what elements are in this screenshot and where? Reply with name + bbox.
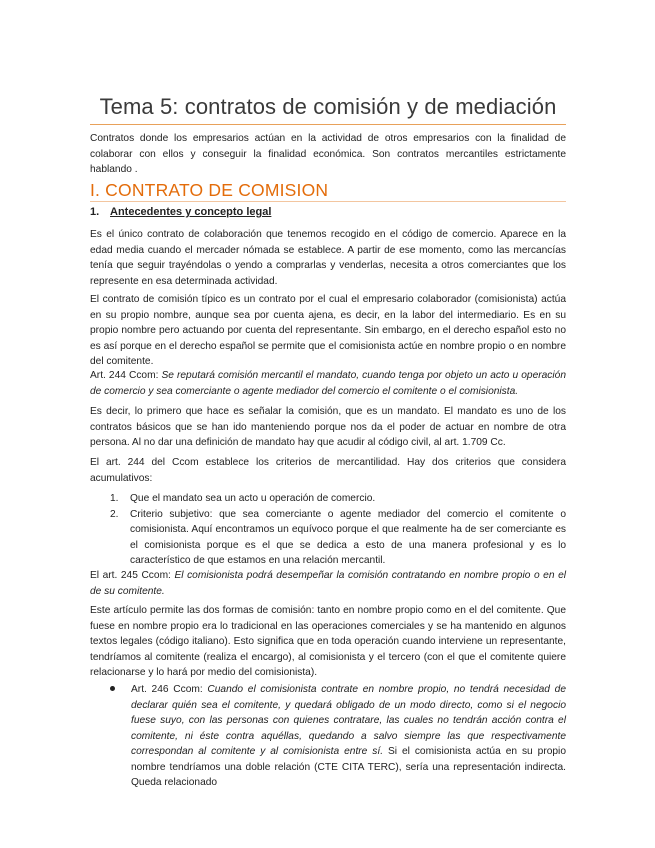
- paragraph-mandate: Es decir, lo primero que hace es señalar la comisión, que es un mandato. El mandato es uno de los contratos básicos que se han ido manteniendo porque nos da el poder de actuar en nombre de otra persona. Al no dar una definición de mandato hay que acudir al código civil, al art. 1.709 Cc.: [90, 406, 566, 448]
- intro-paragraph: Contratos donde los empresarios actúan en la actividad de otros empresarios con la finalidad de colaborar con ellos y conseguir la finalidad económica. Son contratos mercantiles estrictamente hablando .: [90, 133, 566, 175]
- article-245-paragraph: [90, 568, 566, 599]
- paragraph-definition: El contrato de comisión típico es un contrato por el cual el empresario colaborador (comisionista) actúa en su propio nombre, aunque sea por cuenta ajena, es decir, en la labor del intermediario. Es en su propio nombre pero actuando por cuenta del representante. Sin embargo, en el derecho español esto no es así porque en el derecho español se permite que el comisionista actúe en nombre propio o en nombre del comitente.: [90, 294, 566, 367]
- subsection-heading: [90, 206, 271, 218]
- paragraph-forms: Este artículo permite las dos formas de comisión: tanto en nombre propio como en el del comitente. Que fuese en nombre propio era lo tradicional en las operaciones comerciales y se ha mantenido en algunos textos legales (código italiano). Esto significa que en toda operación cuando interviene un representante, tendríamos al comitente (realiza el encargo), al comisionista y el tercero (con el que el comitente quiere relacionarse y lo hará por medio del comisionista).: [90, 605, 566, 678]
- article-246-bullet: [110, 682, 566, 791]
- criteria-item: 1. Que el mandato sea un acto u operación de comercio.: [110, 493, 376, 504]
- section-heading: I. CONTRATO DE COMISION: [90, 180, 329, 200]
- criteria-list: [110, 491, 566, 569]
- criteria-item: 2. Criterio subjetivo: que sea comerciante o agente mediador del comercio el comitente o comisionista. Aquí encontramos un equívoco porque el que realmente ha de ser comerciante es el comisionista porque es el que se dedica a esto de una manera profesional y es lo característico de que estamos en una relación mercantil.: [110, 508, 566, 566]
- article-246-text: Cuando el comisionista contrate en nombre propio, no tendrá necesidad de declarar quién sea el comitente, y quedará obligado de un modo directo, como si el negocio fuese suyo, con las personas con quienes contratare, las cuales no tendrán acción contra el comitente, ni éste contra aquéllas, quedando a salvo siempre las que respectivamente correspondan al comitente y al comisionista entre sí.: [131, 684, 566, 757]
- paragraph-criteria-intro: El art. 244 del Ccom establece los criterios de mercantilidad. Hay dos criterios que considera acumulativos:: [90, 457, 566, 484]
- title-underline: [90, 124, 566, 125]
- article-246-paragraph: [131, 682, 566, 791]
- article-246-ref: Art. 246 Ccom:: [131, 684, 208, 695]
- article-244-ref: Art. 244 Ccom:: [90, 370, 162, 381]
- article-244-paragraph: [90, 368, 566, 399]
- article-245-text: El comisionista podrá desempeñar la comisión contratando en nombre propio o en el de su comitente.: [90, 570, 567, 597]
- article-246-comment: Si el comisionista actúa en su propio nombre tendríamos una doble relación (CTE CITA TERC), sería una representación indirecta. Queda relacionado: [131, 746, 566, 788]
- paragraph-origin: Es el único contrato de colaboración que tenemos recogido en el código de comercio. Aparece en la edad media cuando el mercader nómada se establece. A partir de ese momento, como las mercancías tenía que seguir trayéndolas o yendo a comprarlas y venderlas, necesita a otros comerciantes que los represente en esa determinada actividad.: [90, 229, 566, 287]
- article-245-ref: El art. 245 Ccom:: [90, 570, 175, 581]
- document-title: Tema 5: contratos de comisión y de mediación: [99, 94, 557, 119]
- article-244-text: Se reputará comisión mercantil el mandato, cuando tenga por objeto un acto u operación de comercio y sea comerciante o agente mediador del comercio el comitente o el comisionista.: [90, 370, 566, 397]
- subsection-number: 1.: [90, 206, 100, 218]
- section-heading-rule: [90, 201, 566, 202]
- subsection-title: Antecedentes y concepto legal: [110, 206, 272, 218]
- bullet-icon: [110, 686, 115, 691]
